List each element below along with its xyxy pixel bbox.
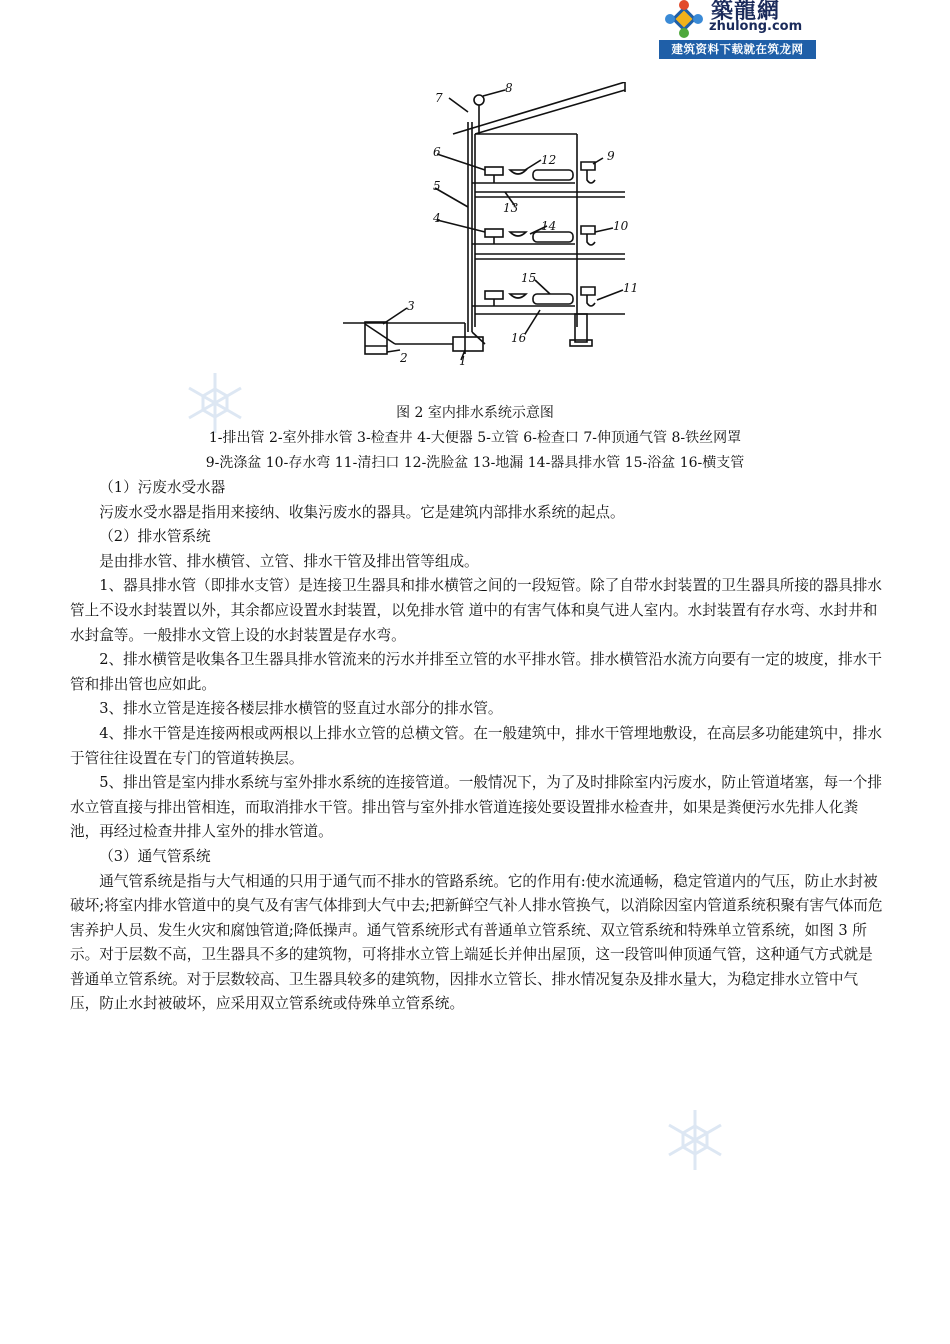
diagram-label: 8 [505, 82, 513, 95]
logo-brand: 築龍網 [711, 0, 781, 24]
snowflake-watermark-icon [660, 1105, 730, 1175]
paragraph: 5、排出管是室内排水系统与室外排水系统的连接管道。一般情况下，为了及时排除室内污废水，防止管道堵塞，每一个排水立管直接与排出管相连，而取消排水干管。排出管与室外排水管道连接处要设置排水检查井，如果是粪便污水先排人化粪池，再经过检查井排人室外的排水管道。 [70, 774, 882, 841]
diagram-label: 15 [521, 271, 537, 285]
figure-legend-line1: 1-排出管 2-室外排水管 3-检查井 4-大便器 5-立管 6-检查口 7-伸顶通气管 8-铁丝网罩 [208, 430, 742, 446]
section-heading: （3）通气管系统 [99, 847, 211, 865]
paragraph: 通气管系统是指与大气相通的只用于通气而不排水的管路系统。它的作用有:使水流通畅，稳定管道内的气压，防止水封被破坏;将室内排水管道中的臭气及有害气体排到大气中去;把新鲜空气补人排水管换气，以消除因室内管道系统积聚有害气体而危害养护人员、发生火灾和腐蚀管道;降低操声。通气管系统形式有普通单立管系统、双立管系统和特殊单立管系统，如图 3 所示。对于层数不高，卫生器具不多的建筑物，可将排水立管上端延长并伸出屋顶，这一段管叫伸顶通气管，这种通气方式就是普通单立管系统。对于层数较高、卫生器具较多的建筑物，因排水立管长、排水情况复杂及排水量大，为稳定排水立管中气压，防止水封被破坏，应采用双立管系统或侍殊单立管系统。 [70, 872, 883, 1013]
diagram-label: 14 [541, 219, 557, 233]
paragraph: 是由排水管、排水横管、立管、排水干管及排出管等组成。 [99, 552, 479, 570]
diagram-label: 4 [433, 211, 441, 225]
paragraph: 2、排水横管是收集各卫生器具排水管流来的污水并排至立管的水平排水管。排水横管沿水流方向要有一定的坡度，排水干管和排出管也应如此。 [70, 651, 882, 693]
section-heading: （1）污废水受水器 [99, 479, 226, 496]
zhulong-logo[interactable] [659, 0, 816, 60]
diagram-label: 12 [541, 153, 557, 167]
document-body [70, 476, 884, 1017]
paragraph: 1、器具排水管（即排水支管）是连接卫生器具和排水横管之间的一段短管。除了自带水封装置的卫生器具所接的器具排水管上不设水封装置以外，其余都应设置水封装置，以免排水管 道中的有害气体和臭气进人室内。水封装置有存水弯、水封井和水封盒等。一般排水文管上设的水封装置是存水弯。 [70, 577, 882, 644]
diagram-label: 6 [433, 145, 441, 159]
diagram-label: 9 [607, 149, 615, 163]
logo-domain: zhulong.com [709, 19, 803, 34]
diagram-label: 16 [511, 331, 527, 345]
figure-legend-line2: 9-洗涤盆 10-存水弯 11-清扫口 12-洗脸盆 13-地漏 14-器具排水管 15-浴盆 16-横支管 [205, 455, 745, 471]
section-heading: （2）排水管系统 [99, 528, 211, 546]
snowflake-logo-icon [661, 0, 707, 40]
figure-caption: 图 2 室内排水系统示意图 [396, 405, 554, 421]
diagram-label: 1 [459, 354, 467, 368]
diagram-label: 10 [613, 219, 629, 233]
paragraph: 污废水受水器是指用来接纳、收集污废水的器具。它是建筑内部排水系统的起点。 [99, 503, 625, 521]
paragraph: 4、排水干管是连接两根或两根以上排水立管的总横文管。在一般建筑中，排水干管埋地敷设，在高层多功能建筑中，排水于管往往设置在专门的管道转换层。 [70, 724, 882, 767]
diagram-label: 2 [400, 351, 408, 365]
logo-tagline: 建筑资料下载就在筑龙网 [659, 40, 816, 59]
diagram-label: 13 [503, 201, 519, 215]
diagram-label: 11 [623, 281, 639, 295]
diagram-label: 5 [433, 179, 441, 193]
diagram-label: 7 [435, 91, 443, 105]
drainage-system-diagram [335, 82, 645, 372]
diagram-label: 3 [407, 299, 415, 313]
paragraph: 3、排水立管是连接各楼层排水横管的竖直过水部分的排水管。 [99, 700, 503, 718]
